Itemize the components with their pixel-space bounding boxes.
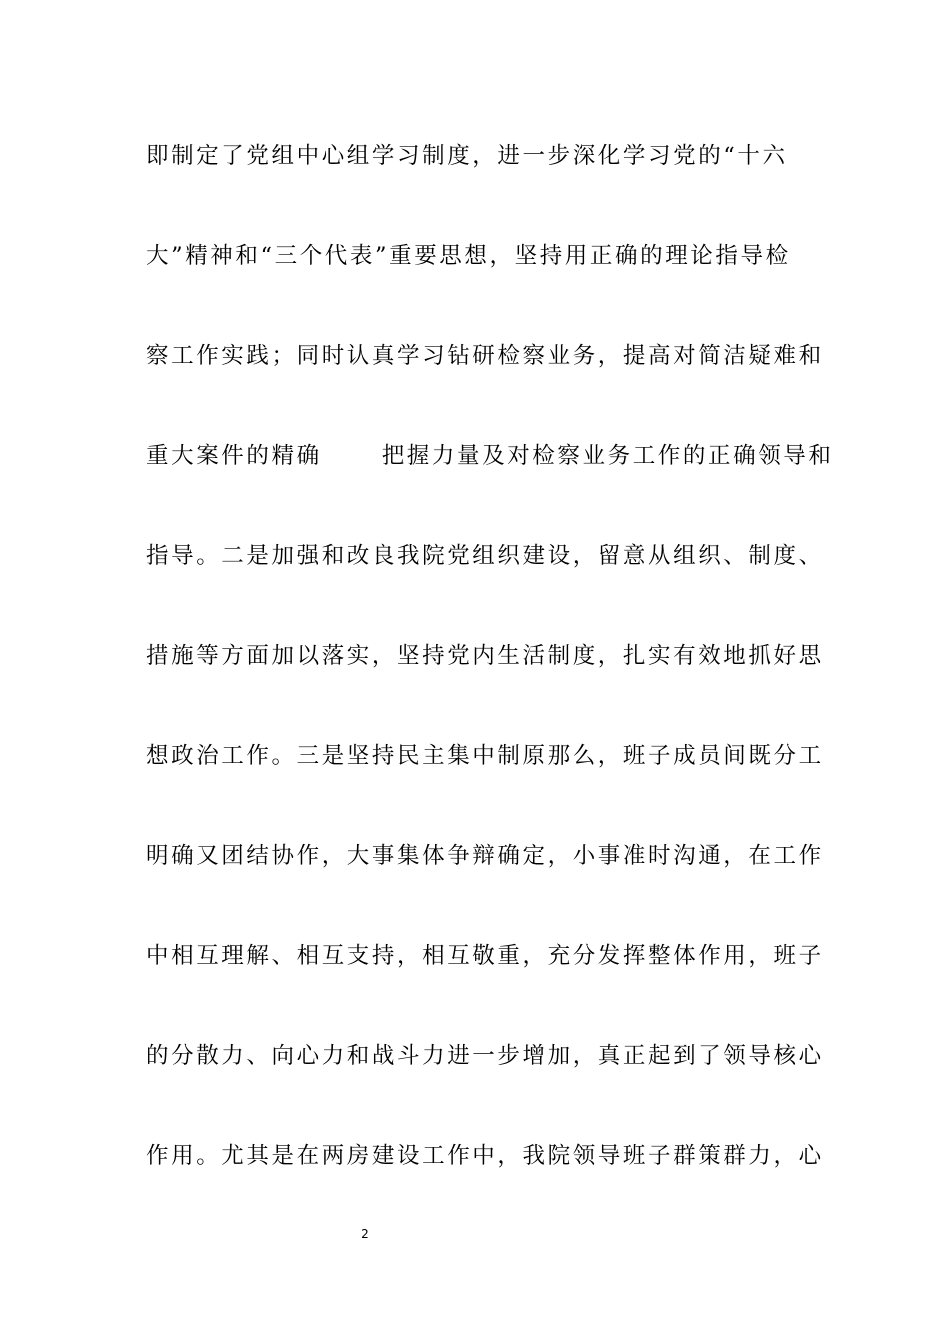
text-line: 大”精神和“三个代表”重要思想，坚持用正确的理论指导检 — [146, 243, 791, 269]
text-segment: 把握力量及对检察业务工作的正确领导和 — [381, 443, 834, 469]
text-line: 中相互理解、相互支持，相互敬重，充分发挥整体作用，班子 — [146, 943, 824, 969]
text-line: 措施等方面加以落实，坚持党内生活制度，扎实有效地抓好思 — [146, 643, 824, 669]
page-number: 2 — [361, 1227, 369, 1241]
text-line: 察工作实践；同时认真学习钻研检察业务，提高对简洁疑难和 — [146, 343, 824, 369]
text-line — [146, 428, 834, 528]
text-line: 想政治工作。三是坚持民主集中制原那么，班子成员间既分工 — [146, 743, 824, 769]
text-line: 即制定了党组中心组学习制度，进一步深化学习党的“十六 — [146, 143, 788, 169]
text-line: 作用。尤其是在两房建设工作中，我院领导班子群策群力，心 — [146, 1143, 824, 1169]
text-line: 指导。二是加强和改良我院党组织建设，留意从组织、制度、 — [146, 543, 824, 569]
text-segment: 重大案件的精确 — [146, 443, 322, 469]
text-line: 的分散力、向心力和战斗力进一步增加，真正起到了领导核心 — [146, 1043, 824, 1069]
text-line: 明确又团结协作，大事集体争辩确定，小事准时沟通，在工作 — [146, 843, 824, 869]
body-text — [146, 128, 834, 1228]
